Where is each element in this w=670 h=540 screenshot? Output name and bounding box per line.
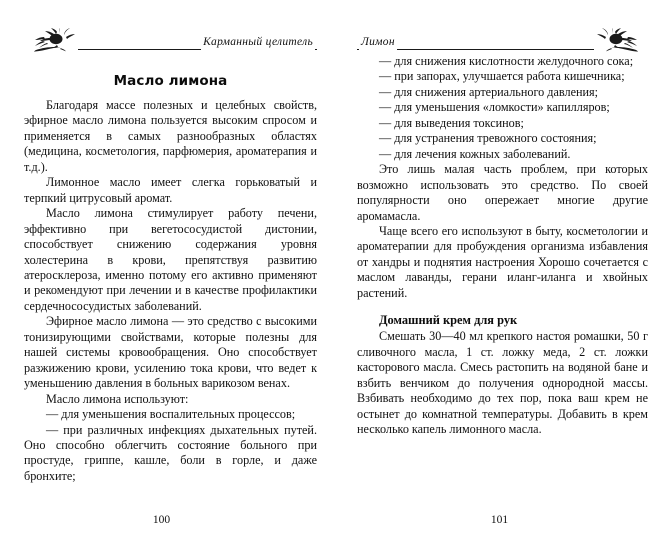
left-running-head bbox=[24, 26, 317, 54]
paragraph: Чаще всего его используют в быту, косметологии и ароматерапии для пробуждения организма избавления от хандры и поднятия настроения Хорошо сочетается с маслом лаванды, герани иланг-иланга и хвойных растений. bbox=[357, 223, 648, 300]
left-page-content-area bbox=[24, 26, 317, 526]
paragraph: Эфирное масло лимона — это средство с высокими тонизирующими свойствами, которые полезны для нашей системы кровообращения. Оно способствует разжижению крови, усилению тока крови, что ведет к уменьшению давления в больных варикозом венах. bbox=[24, 314, 317, 391]
page-number-left: 100 bbox=[152, 513, 171, 526]
right-page-content-area bbox=[357, 26, 648, 526]
paragraph: Масло лимона стимулирует работу печени, эффективно при вегетососудистой дистонии, способствует снижению содержания уровня холестерина в крови, препятствуя развитию атеросклероза, именно потому его активно применяют и рекомендуют при лечении и в качестве профилактики сердечнососудистых заболеваний. bbox=[24, 206, 317, 313]
right-running-head bbox=[357, 26, 648, 54]
paragraph: Масло лимона используют: bbox=[46, 391, 189, 406]
recipe-paragraph: Смешать 30—40 мл крепкого настоя ромашки, 50 г сливочного масла, 1 ст. ложку меда, 2 ст. ложки касторового масла. Смесь растопить на водяной бане и взбить венчиком до получения однородной массы. Взбивать необходимо до тех пор, пока ваш крем не остынет до комнатной температуры. Добавить в крем несколько капель лимонного масла. bbox=[357, 329, 648, 436]
page-number-right: 101 bbox=[490, 513, 509, 526]
list-item: — для устранения тревожного состояния; bbox=[379, 131, 597, 146]
paragraph: Это лишь малая часть проблем, при которых возможно использовать это средство. По своей популярности оно опережает многие другие аромамасла. bbox=[357, 162, 648, 223]
left-text-block bbox=[24, 73, 317, 484]
list-item: — при запорах, улучшается работа кишечника; bbox=[379, 69, 625, 84]
list-item: — для уменьшения воспалительных процессов; bbox=[46, 407, 296, 422]
chapter-title: Масло лимона bbox=[113, 73, 228, 89]
section-subheading: Домашний крем для рук bbox=[379, 313, 518, 328]
paragraph: Лимонное масло имеет слегка горьковатый и терпкий цитрусовый аромат. bbox=[24, 175, 317, 205]
list-item: — для уменьшения «ломкости» капилляров; bbox=[379, 100, 610, 115]
list-item: — для лечения кожных заболеваний. bbox=[379, 146, 571, 161]
list-item: — при различных инфекциях дыхательных путей. Оно способно облегчить состояние больного при простуде, гриппе, кашле, боли в горле, и даже бронхите; bbox=[24, 422, 317, 483]
right-text-block bbox=[357, 54, 648, 437]
paragraph: Благодаря массе полезных и целебных свойств, эфирное масло лимона пользуется высоким спросом и применяется в самых разнообразных областях (медицина, косметология, парфюмерия, ароматерапия и т.д.). bbox=[24, 98, 317, 174]
running-head-title-left: Карманный целитель bbox=[201, 37, 315, 55]
list-item: — для выведения токсинов; bbox=[379, 115, 524, 130]
floral-flourish-ornament-icon bbox=[24, 28, 76, 54]
list-item: — для снижения артериального давления; bbox=[379, 84, 599, 99]
floral-flourish-ornament-icon-mirrored bbox=[596, 28, 648, 54]
right-page bbox=[335, 0, 670, 540]
running-head-title-right: Лимон bbox=[359, 37, 397, 55]
list-item: — для снижения кислотности желудочного сока; bbox=[379, 54, 634, 68]
